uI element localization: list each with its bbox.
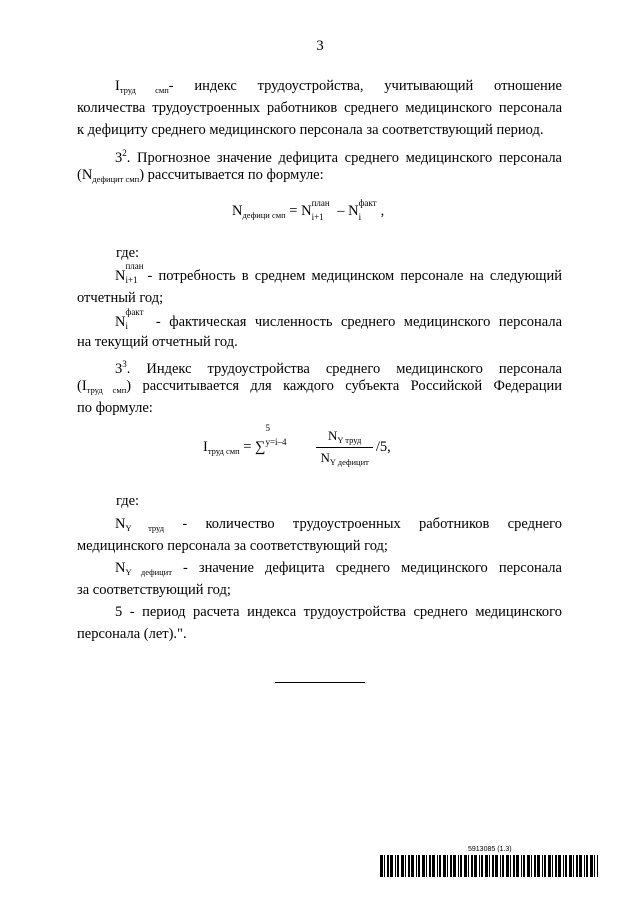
where-label-1: где: — [116, 245, 140, 261]
where-label-2: где: — [116, 493, 140, 509]
para3-line3: по формуле: — [77, 400, 153, 416]
def2-line2: на текущий отчетный год. — [77, 334, 238, 350]
index-symbol: $I_{труд смп}$ — [115, 78, 169, 95]
para2-line2: $(N_{дефицит смп})$ рассчитывается по формуле: — [77, 167, 324, 184]
def3-line1: $N_{Y труд}$ - количество трудоустроенных работников среднего — [115, 516, 562, 533]
para1-line1: $I_{труд смп}-$ индекс трудоустройства, учитывающий отношение — [115, 78, 562, 95]
def5-line2: персонала (лет).". — [77, 626, 187, 642]
fraction: $\frac{N_{Y труд}}{N_{Y дефицит}}$ — [316, 428, 372, 467]
def4-line1: $N_{Y дефицит}$ - значение дефицита среднего медицинского персонала — [115, 560, 562, 577]
para3-line2: $(I_{труд смп})$ рассчитывается для каждого субъекта Российской Федерации — [77, 378, 562, 395]
page-number: 3 — [316, 38, 324, 54]
def4-line2: за соответствующий год; — [77, 582, 231, 598]
formula-deficit: $N_{дефици смп} = N$ план i+1 – N факт i , — [232, 198, 385, 222]
def2-line1: N факт i - фактическая численность среднего медицинского персонала — [115, 307, 562, 331]
para2-line1: $3^2$. Прогнозное значение дефицита среднего медицинского персонала — [115, 148, 562, 166]
def3-line2: медицинского персонала за соответствующий год; — [77, 538, 388, 554]
formula-employment-index: $I_{труд смп}$ = ∑ 5 у=i–4 $\frac{N_{Y труд}}{N_{Y дефицит}}$ /5, — [203, 423, 391, 467]
para3-line1: $3^3$. Индекс трудоустройства среднего медицинского персонала — [115, 359, 562, 377]
para1-line3: к дефициту среднего медицинского персонала за соответствующий период. — [77, 122, 544, 138]
def5-line1: 5 - период расчета индекса трудоустройства среднего медицинского — [115, 604, 562, 620]
def1-line2: отчетный год; — [77, 290, 164, 306]
def1-line1: N план i+1 - потребность в среднем медицинском персонале на следующий — [115, 261, 562, 285]
barcode-label: 5913085 (1.3) — [468, 846, 512, 853]
barcode — [380, 855, 598, 877]
closing-line — [275, 682, 365, 683]
para1-line2: количества трудоустроенных работников среднего медицинского персонала — [77, 100, 562, 116]
